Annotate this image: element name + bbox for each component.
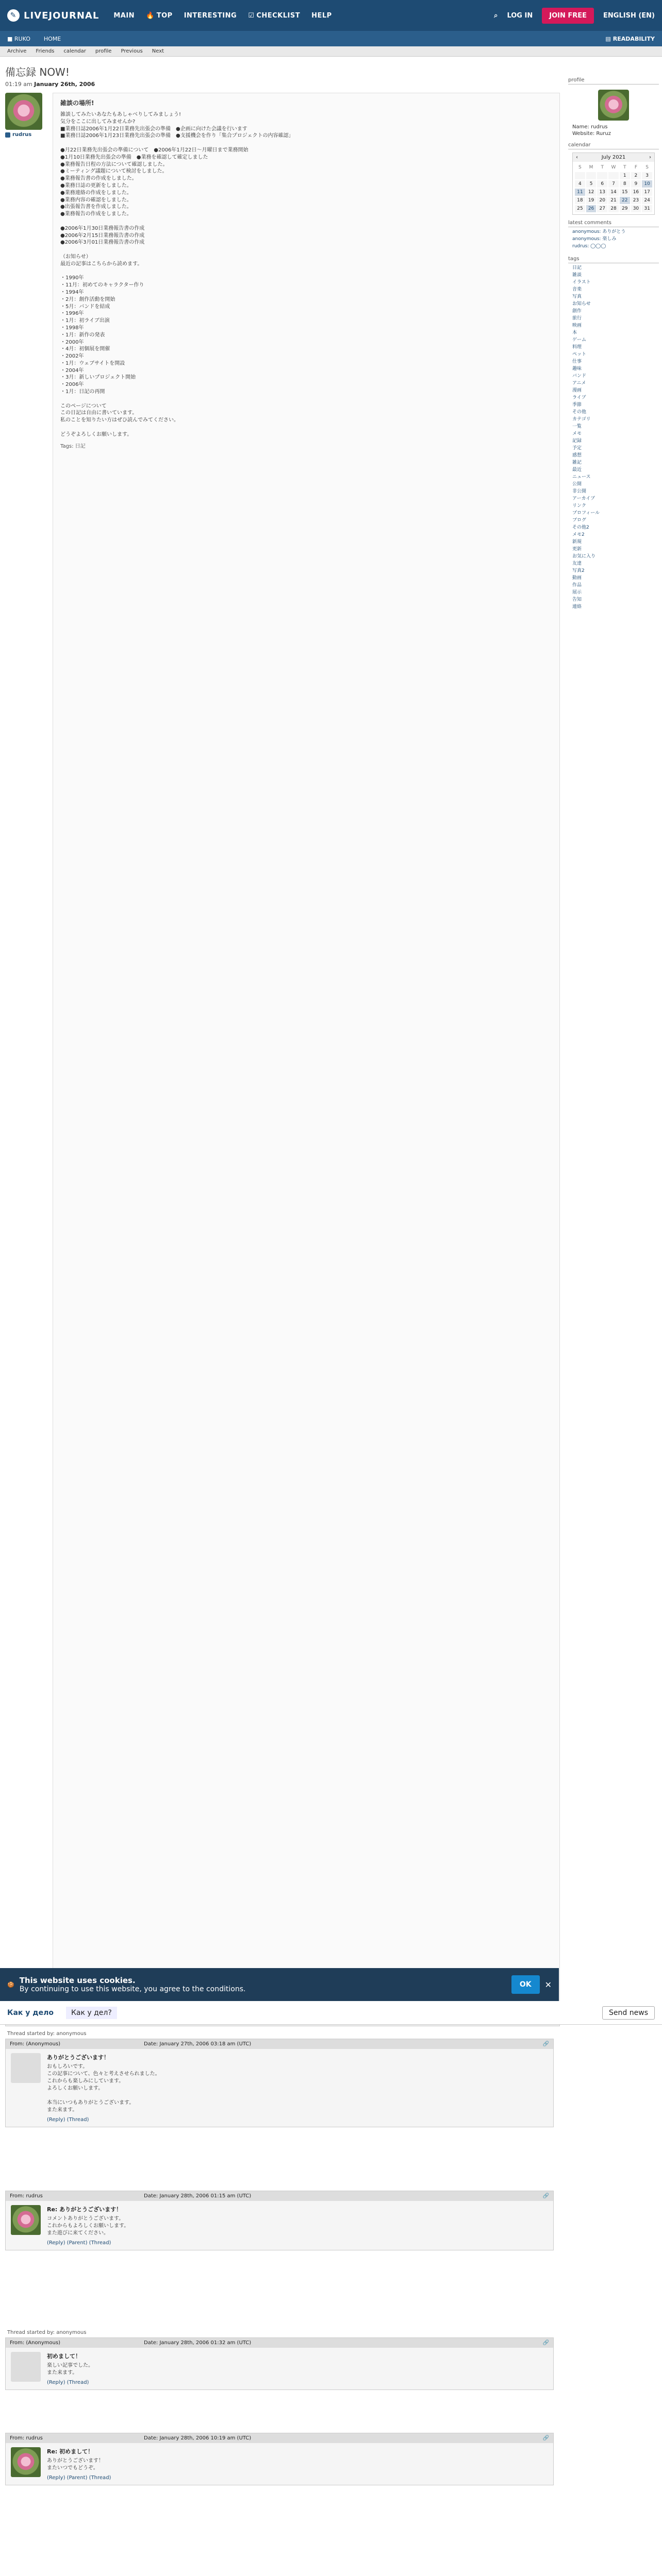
calendar-day[interactable]: 25 [575, 205, 585, 212]
tag-item[interactable]: お気に入り [572, 554, 596, 559]
comment-date: Date: January 28th, 2006 01:32 am (UTC) [144, 2340, 252, 2346]
nav-checklist-label: CHECKLIST [256, 11, 301, 20]
link-icon[interactable]: 🔗 [542, 2193, 549, 2199]
latest-comments [568, 227, 659, 251]
tag-item[interactable]: 仕事 [572, 359, 582, 364]
calendar-day [575, 172, 585, 179]
tag-item[interactable]: 趣味 [572, 366, 582, 371]
weekday-label: S [646, 165, 649, 170]
calendar-day[interactable]: 27 [597, 205, 607, 212]
comment-date: Date: January 28th, 2006 10:19 am (UTC) [144, 2435, 252, 2441]
comment-subject: ありがとうございます！ [47, 2054, 109, 2061]
user-menu[interactable] [7, 36, 30, 42]
comment-author[interactable]: From: (Anonymous) [10, 2340, 61, 2346]
cookie-icon: 🍪 [7, 1981, 14, 1988]
latest-comment-item[interactable]: anonymous: ありがとう [572, 229, 626, 234]
tag-item[interactable]: 写真 [572, 294, 582, 299]
close-icon[interactable]: ✕ [544, 1979, 552, 1990]
tag-item[interactable]: ペット [572, 352, 587, 357]
calendar-day[interactable]: 26 [586, 205, 597, 212]
tag-item[interactable]: メモ [572, 431, 582, 436]
calendar-day[interactable]: 23 [631, 197, 641, 204]
latest-comment-item[interactable]: anonymous: 楽しみ [572, 236, 617, 242]
tag-item[interactable]: バンド [572, 374, 587, 379]
top-nav [113, 12, 332, 20]
readability-icon: ▤ [605, 35, 611, 42]
sidebar-tags-header: tags [568, 255, 659, 263]
comment-author[interactable]: From: rudrus [10, 2193, 43, 2199]
calendar-day[interactable]: 7 [608, 180, 619, 188]
weekday-label: F [634, 165, 638, 170]
calendar-day [586, 172, 597, 179]
calendar-day[interactable]: 19 [586, 197, 597, 204]
weekday-label: T [601, 165, 604, 170]
tag-item[interactable]: カテゴリ [572, 417, 591, 422]
prev-month-icon[interactable]: ‹ [576, 155, 578, 160]
comment-thread [0, 2329, 559, 2390]
home-menu[interactable]: HOME [43, 35, 61, 42]
post-date-text: January 26th, 2006 [34, 81, 95, 88]
sidebar-comments-header: latest comments [568, 219, 659, 227]
readability-label: READABILITY [613, 35, 655, 42]
sidebar-name: Name: rudrus [572, 124, 608, 130]
comment-header [6, 2433, 553, 2443]
comment-userpic [11, 2352, 41, 2382]
comment-body [6, 2348, 553, 2389]
calendar-day [608, 172, 619, 179]
nav-top[interactable] [146, 12, 173, 20]
tag-item[interactable]: お知らせ [572, 301, 591, 307]
post-tags[interactable]: Tags: 日記 [60, 443, 86, 449]
tag-item[interactable]: 本 [572, 330, 577, 335]
post-body [53, 93, 560, 2009]
comment [5, 2337, 554, 2390]
comment-body [6, 2049, 553, 2127]
tag-item[interactable]: ニュース [572, 474, 591, 480]
subbar [0, 31, 662, 46]
tag-item[interactable]: プロフィール [572, 511, 600, 516]
journal-title: 備忘録 NOW! [5, 66, 70, 78]
comment-text: コメントありがとうございます。 これからもよろしくお願いします。 また遊びに来てください。 [47, 2216, 129, 2236]
calendar-day[interactable]: 20 [597, 197, 607, 204]
tag-item[interactable]: 漫画 [572, 388, 582, 393]
tag-item[interactable]: 感想 [572, 453, 582, 458]
tag-item[interactable]: 展示 [572, 590, 582, 595]
pencil-icon: ✎ [7, 9, 20, 22]
calendar-day[interactable]: 14 [608, 189, 619, 196]
thread-label: Thread started by: anonymous [7, 2031, 87, 2037]
comment-body [6, 2201, 553, 2250]
calendar-day[interactable]: 11 [575, 189, 585, 196]
comment-thread [0, 2030, 559, 2127]
latest-comment-item[interactable]: rudrus: ◯◯◯ [572, 244, 606, 249]
calendar-day[interactable]: 24 [642, 197, 652, 204]
calendar-day[interactable]: 2 [631, 172, 641, 179]
calendar-day[interactable]: 28 [608, 205, 619, 212]
link-icon[interactable]: 🔗 [542, 2340, 549, 2346]
tag-item[interactable]: ライブ [572, 395, 586, 400]
comment-links[interactable]: (Reply) (Parent) (Thread) [47, 2475, 111, 2481]
nav-top-label: TOP [156, 11, 173, 20]
sidebar-calendar-header: calendar [568, 141, 659, 149]
tag-item[interactable]: アーカイブ [572, 496, 595, 501]
comment-userpic [11, 2053, 41, 2083]
calendar-day[interactable]: 21 [608, 197, 619, 204]
nav-friends[interactable]: Friends [36, 48, 55, 54]
weekday-label: T [623, 165, 626, 170]
flame-icon: 🔥 [146, 11, 155, 20]
readability-button[interactable] [605, 36, 655, 42]
tag-item[interactable]: 創作 [572, 309, 582, 314]
nav-calendar[interactable]: calendar [63, 48, 86, 54]
comment-date: Date: January 28th, 2006 01:15 am (UTC) [144, 2193, 252, 2199]
user-icon [5, 132, 10, 138]
comment-links[interactable]: (Reply) (Thread) [47, 2117, 89, 2123]
tag-item[interactable]: その他2 [572, 525, 589, 530]
comment-author[interactable]: From: rudrus [10, 2435, 43, 2441]
journal-nav [0, 46, 662, 57]
weekday-label: W [611, 165, 616, 170]
calendar-day[interactable]: 16 [631, 189, 641, 196]
cookie-banner [0, 1968, 559, 2001]
brand-name[interactable]: Как у дело [7, 2008, 54, 2017]
post-text: 雑談してみたいあなたもあしゃべりしてみましょう! 気分をここに出してみませんか? ■業務日誌2006年1月22日業務先出張会の準備 ●企画に向けた会議を行います ■業務日誌2006年1月23日業務先出張会の準備 ●支援機会を作り「集合プロジェクトの内容確認」 ●月22日業務先出張会の準備について ●2006年1月22日～月曜日まで業務開始 ●1月10日業務先出張会の準備 ●業務を確認して確定しました ●業務報告日程の方法について確認しました。 ●ミーティング議題について検討をしました。 ●業務報告書の作成をしました。 ●業務日誌の更新をしました。 ●業務連絡の作成をしました。 ●業務内容の確認をしました。 ●出張報告書を作成しました。 ●業務報告の作成をしました。 ●2006年1月30日業務報告書の作成 ●2006年2月15日業務報告書の作成 ●2006年3月01日業務報告書の作成 （お知らせ） 最近の記事はこちらから読めます。 ・1990年 ・11月：初めてのキャラクター作り ・1994年 ・2月：創作活動を開始 ・5月：バンドを結成 ・1996年 ・1月：初ライブ出演 ・1998年 ・1月：新作の発表 ・2000年 ・4月：初個展を開催 ・2002年 ・1月：ウェブサイトを開設 ・2004年 ・3月：新しいプロジェクト開始 ・2006年 ・1月：日記の再開 このページについて この日記は自由に書いています。 私のことを知りたい方はぜひ読んでみてください。 どうぞよろしくお願いします。 [60, 112, 294, 437]
nav-help[interactable]: HELP [311, 11, 332, 20]
tag-item[interactable]: 公開 [572, 482, 582, 487]
calendar-day[interactable]: 15 [620, 189, 630, 196]
tag-item[interactable]: 非公開 [572, 489, 587, 494]
next-month-icon[interactable]: › [649, 155, 651, 160]
nav-interesting[interactable]: INTERESTING [184, 11, 237, 20]
tag-item[interactable]: 季節 [572, 402, 582, 408]
nav-next[interactable]: Next [152, 48, 164, 54]
tag-item[interactable]: その他 [572, 410, 587, 415]
nav-profile[interactable]: profile [95, 48, 112, 54]
top-right [494, 8, 655, 24]
tag-item[interactable]: メモ2 [572, 532, 585, 537]
language-selector[interactable]: ENGLISH (EN) [603, 11, 655, 20]
comment-links[interactable]: (Reply) (Parent) (Thread) [47, 2240, 111, 2246]
calendar-day[interactable]: 9 [631, 180, 641, 188]
calendar [572, 152, 655, 215]
post [5, 93, 560, 2009]
calendar-month: July 2021 [601, 155, 626, 160]
tag-item[interactable]: アニメ [572, 381, 586, 386]
tag-item[interactable]: イラスト [572, 280, 591, 285]
comment-subject: Re: ありがとうございます！ [47, 2206, 122, 2213]
user-icon: ■ [7, 35, 14, 42]
post-subject: 雑談の場所! [60, 99, 94, 107]
link-icon[interactable]: 🔗 [542, 2041, 549, 2047]
brand-actions [602, 2006, 655, 2020]
cookie-text [14, 1976, 511, 1993]
comment-author[interactable]: From: (Anonymous) [10, 2041, 61, 2047]
tag-item[interactable]: 連絡 [572, 604, 582, 609]
user-label: RUKO [14, 35, 30, 42]
checkbox-icon: ☑ [248, 11, 255, 20]
comment-content [47, 2352, 93, 2385]
calendar-day[interactable]: 18 [575, 197, 585, 204]
tag-item[interactable]: 日記 [572, 265, 582, 270]
tag-item[interactable]: 動画 [572, 575, 582, 581]
author-name: rudrus [12, 132, 32, 138]
topbar [0, 0, 662, 31]
calendar-day[interactable]: 30 [631, 205, 641, 212]
thread-label: Thread started by: anonymous [7, 2330, 87, 2335]
calendar-day[interactable]: 5 [586, 180, 597, 188]
comment-text: ありがとうございます！ またいつでもどうぞ。 [47, 2458, 104, 2471]
comment [5, 2191, 554, 2250]
tag-item[interactable]: 音楽 [572, 287, 582, 292]
post-time: 01:19 am [5, 81, 32, 88]
tag-item[interactable]: 雑記 [572, 460, 582, 465]
logo-text: LIVEJOURNAL [24, 10, 100, 21]
tag-list [568, 263, 659, 612]
calendar-day[interactable]: 22 [620, 197, 630, 204]
weekday-label: S [578, 165, 582, 170]
comment-thread [0, 2190, 559, 2250]
brand-label: Как у дел? [66, 2007, 117, 2019]
nav-main[interactable]: MAIN [113, 11, 135, 20]
author-link[interactable] [5, 132, 53, 138]
calendar-day[interactable]: 10 [642, 180, 652, 188]
tag-item[interactable]: 旅行 [572, 316, 582, 321]
comment-content [47, 2447, 111, 2481]
post-author [5, 93, 53, 2009]
tag-item[interactable]: 作品 [572, 583, 582, 588]
tag-item[interactable]: 更新 [572, 547, 582, 552]
sidebar-profile-header: profile [568, 76, 659, 84]
tag-item[interactable]: 友達 [572, 561, 582, 566]
comment-thread [0, 2432, 559, 2485]
comment-text: 楽しい記事でした。 また来ます。 [47, 2363, 93, 2376]
calendar-day[interactable]: 31 [642, 205, 652, 212]
comment-header [6, 2191, 553, 2201]
tag-item[interactable]: 告知 [572, 597, 582, 602]
comment-subject: Re: 初めまして！ [47, 2448, 94, 2455]
calendar-day[interactable]: 29 [620, 205, 630, 212]
weekday-label: M [589, 165, 593, 170]
comment [5, 2433, 554, 2485]
calendar-day[interactable]: 12 [586, 189, 597, 196]
nav-checklist[interactable] [248, 12, 300, 20]
send-news-button[interactable]: Send news [602, 2006, 655, 2020]
join-button[interactable]: JOIN FREE [542, 8, 594, 24]
calendar-head [573, 153, 654, 162]
comment-userpic [11, 2447, 41, 2477]
sidebar [565, 72, 662, 612]
calendar-day[interactable]: 13 [597, 189, 607, 196]
calendar-day[interactable]: 3 [642, 172, 652, 179]
tag-item[interactable]: ゲーム [572, 337, 587, 343]
calendar-day[interactable]: 1 [620, 172, 630, 179]
tag-item[interactable]: 一覧 [572, 424, 582, 429]
comment-date: Date: January 27th, 2006 03:18 am (UTC) [144, 2041, 252, 2047]
tag-item[interactable]: 記録 [572, 438, 582, 444]
comment-content [47, 2205, 129, 2246]
tag-item[interactable]: 予定 [572, 446, 582, 451]
comment-header [6, 2338, 553, 2348]
calendar-day[interactable]: 4 [575, 180, 585, 188]
tag-item[interactable]: 雑談 [572, 273, 582, 278]
logo[interactable] [7, 9, 99, 22]
userpic[interactable] [5, 93, 42, 130]
post-date [0, 80, 565, 89]
comment-subject: 初めまして！ [47, 2353, 81, 2360]
cookie-ok-button[interactable]: OK [511, 1975, 540, 1994]
brand-bar [0, 2001, 662, 2025]
link-icon[interactable]: 🔗 [542, 2435, 549, 2441]
cookie-message: By continuing to use this website, you agree to the conditions. [19, 1985, 246, 1993]
nav-previous[interactable]: Previous [121, 48, 143, 54]
tag-item[interactable]: 最近 [572, 467, 582, 472]
tag-item[interactable]: 新規 [572, 539, 582, 545]
comment-links[interactable]: (Reply) (Thread) [47, 2380, 89, 2385]
calendar-day[interactable]: 17 [642, 189, 652, 196]
calendar-grid [573, 162, 654, 214]
tag-item[interactable]: 映画 [572, 323, 582, 328]
calendar-day[interactable]: 6 [597, 180, 607, 188]
main-column [0, 57, 565, 2030]
tag-item[interactable]: 写真2 [572, 568, 585, 573]
nav-archive[interactable]: Archive [7, 48, 27, 54]
tag-item[interactable]: ブログ [572, 518, 587, 523]
sidebar-website[interactable]: Website: Ruruz [572, 131, 611, 137]
tag-item[interactable]: リンク [572, 503, 586, 509]
login-button[interactable]: LOG IN [507, 11, 533, 20]
tag-item[interactable]: 料理 [572, 345, 582, 350]
comment [5, 2039, 554, 2127]
calendar-day[interactable]: 8 [620, 180, 630, 188]
comment-body [6, 2443, 553, 2485]
comment-userpic [11, 2205, 41, 2235]
search-icon[interactable]: ⌕ [494, 11, 498, 20]
cookie-title: This website uses cookies. [19, 1976, 136, 1985]
comment-content [47, 2053, 160, 2123]
comment-header [6, 2039, 553, 2049]
comment-text: おもしろいです。 この記事について、色々と考えさせられました。 これからも楽しみにしています。 よろしくお願いします。 本当にいつもありがとうございます。 また来ます。 [47, 2064, 160, 2113]
sidebar-userpic[interactable] [598, 90, 629, 121]
calendar-day [597, 172, 607, 179]
